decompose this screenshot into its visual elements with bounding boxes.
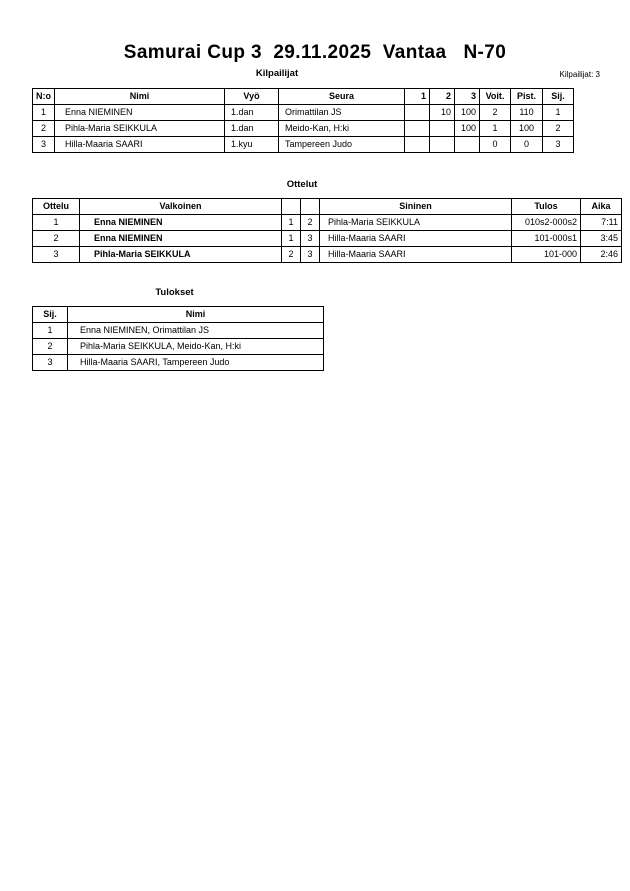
match-white-name: Enna NIEMINEN — [80, 231, 282, 247]
competitor-wins: 0 — [480, 137, 511, 153]
match-white-number: 1 — [282, 231, 301, 247]
competitor-pool-1 — [405, 121, 430, 137]
competitor-name: Enna NIEMINEN — [55, 105, 225, 121]
competitor-name: Hilla-Maaria SAARI — [55, 137, 225, 153]
table-header-row — [33, 307, 324, 323]
competitor-rank: 1 — [543, 105, 574, 121]
table-row — [33, 339, 324, 355]
competitor-grade: 1.kyu — [225, 137, 279, 153]
table-row — [33, 121, 574, 137]
matches-section-caption: Ottelut — [286, 179, 318, 190]
match-white-name: Enna NIEMINEN — [80, 215, 282, 231]
match-time: 2:46 — [581, 247, 622, 263]
result-name: Pihla-Maria SEIKKULA, Meido-Kan, H:ki — [68, 339, 324, 355]
competitor-pool-3 — [455, 137, 480, 153]
matches-table — [32, 198, 622, 263]
table-row — [33, 105, 574, 121]
competitor-rank: 2 — [543, 121, 574, 137]
column-header-points: Pist. — [511, 89, 543, 105]
competitor-pool-1 — [405, 105, 430, 121]
match-white-name: Pihla-Maria SEIKKULA — [80, 247, 282, 263]
competitor-pool-2 — [430, 137, 455, 153]
match-number: 2 — [33, 231, 80, 247]
results-table — [32, 306, 324, 371]
competitor-points: 0 — [511, 137, 543, 153]
competitor-pool-3: 100 — [455, 105, 480, 121]
match-number: 3 — [33, 247, 80, 263]
table-row — [33, 137, 574, 153]
match-blue-number: 2 — [301, 215, 320, 231]
column-header-number: N:o — [33, 89, 55, 105]
match-blue-name: Hilla-Maaria SAARI — [320, 247, 512, 263]
column-header-pool-3: 3 — [455, 89, 480, 105]
column-header-white: Valkoinen — [80, 199, 282, 215]
table-row — [33, 215, 622, 231]
competitor-club: Tampereen Judo — [279, 137, 405, 153]
result-name: Hilla-Maaria SAARI, Tampereen Judo — [68, 355, 324, 371]
column-header-match-number: Ottelu — [33, 199, 80, 215]
competitor-club: Orimattilan JS — [279, 105, 405, 121]
match-blue-name: Hilla-Maaria SAARI — [320, 231, 512, 247]
competitor-pool-2: 10 — [430, 105, 455, 121]
column-header-pool-1: 1 — [405, 89, 430, 105]
competitor-points: 110 — [511, 105, 543, 121]
competitor-wins: 1 — [480, 121, 511, 137]
column-header-rank: Sij. — [543, 89, 574, 105]
table-row — [33, 323, 324, 339]
match-result: 101-000 — [512, 247, 581, 263]
table-row — [33, 247, 622, 263]
table-header-row — [33, 199, 622, 215]
match-result: 010s2-000s2 — [512, 215, 581, 231]
column-header-blue-number — [301, 199, 320, 215]
column-header-pool-2: 2 — [430, 89, 455, 105]
competitor-grade: 1.dan — [225, 105, 279, 121]
competitor-points: 100 — [511, 121, 543, 137]
competitors-table — [32, 88, 574, 153]
column-header-white-number — [282, 199, 301, 215]
match-result: 101-000s1 — [512, 231, 581, 247]
competitor-number: 1 — [33, 105, 55, 121]
table-header-row — [33, 89, 574, 105]
competitor-wins: 2 — [480, 105, 511, 121]
competitor-grade: 1.dan — [225, 121, 279, 137]
column-header-blue: Sininen — [320, 199, 512, 215]
table-row — [33, 355, 324, 371]
column-header-result: Tulos — [512, 199, 581, 215]
competitor-pool-2 — [430, 121, 455, 137]
match-blue-number: 3 — [301, 247, 320, 263]
competitor-club: Meido-Kan, H:ki — [279, 121, 405, 137]
page-title: Samurai Cup 3 29.11.2025 Vantaa N-70 — [123, 42, 507, 63]
column-header-club: Seura — [279, 89, 405, 105]
match-blue-number: 3 — [301, 231, 320, 247]
column-header-name: Nimi — [68, 307, 324, 323]
column-header-grade: Vyö — [225, 89, 279, 105]
results-section-caption: Tulokset — [155, 287, 194, 298]
match-time: 7:11 — [581, 215, 622, 231]
match-white-number: 1 — [282, 215, 301, 231]
column-header-rank: Sij. — [33, 307, 68, 323]
competitor-pool-3: 100 — [455, 121, 480, 137]
result-rank: 3 — [33, 355, 68, 371]
match-white-number: 2 — [282, 247, 301, 263]
competitor-number: 3 — [33, 137, 55, 153]
competitors-section-caption: Kilpailijat — [255, 68, 299, 79]
match-number: 1 — [33, 215, 80, 231]
column-header-name: Nimi — [55, 89, 225, 105]
competitor-name: Pihla-Maria SEIKKULA — [55, 121, 225, 137]
result-name: Enna NIEMINEN, Orimattilan JS — [68, 323, 324, 339]
column-header-wins: Voit. — [480, 89, 511, 105]
competitor-count-label: Kilpailijat: 3 — [559, 70, 600, 79]
competitor-pool-1 — [405, 137, 430, 153]
competitor-rank: 3 — [543, 137, 574, 153]
column-header-time: Aika — [581, 199, 622, 215]
competitor-number: 2 — [33, 121, 55, 137]
result-rank: 2 — [33, 339, 68, 355]
match-time: 3:45 — [581, 231, 622, 247]
result-rank: 1 — [33, 323, 68, 339]
table-row — [33, 231, 622, 247]
match-blue-name: Pihla-Maria SEIKKULA — [320, 215, 512, 231]
